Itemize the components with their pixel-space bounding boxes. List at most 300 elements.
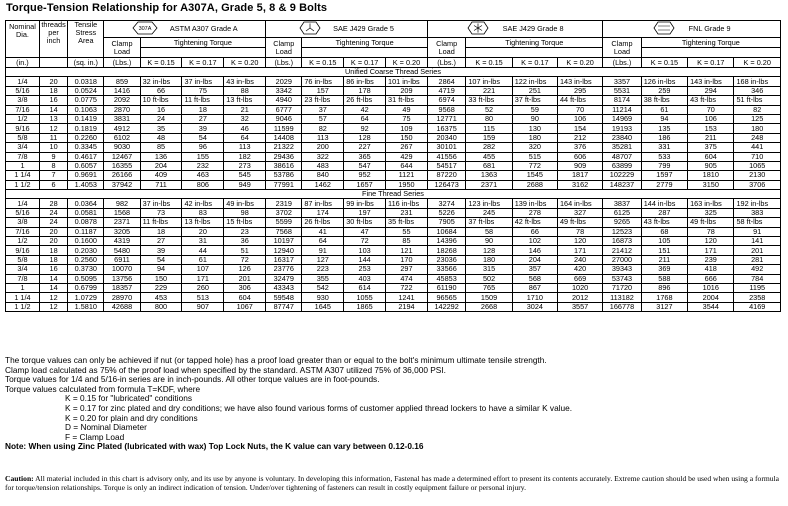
table-cell: 37 in-lbs — [182, 77, 224, 86]
table-cell: 0.1819 — [68, 124, 104, 133]
table-row — [6, 77, 781, 86]
table-cell: 37 in-lbs — [140, 199, 182, 208]
table-cell: 82 — [734, 105, 781, 114]
table-cell: 35281 — [603, 143, 641, 152]
table-cell: 306 — [224, 283, 266, 292]
grade-name-grade9: FNL Grade 9 — [688, 23, 731, 33]
table-cell: 3706 — [734, 180, 781, 189]
table-cell: 12 — [39, 293, 67, 302]
note-indented-line: K = 0.20 for plain and dry conditions — [65, 412, 198, 423]
table-cell: 5/8 — [6, 133, 40, 142]
table-cell: 1065 — [734, 161, 781, 170]
table-cell: 5599 — [266, 218, 302, 227]
table-cell: 1.5810 — [68, 302, 104, 311]
table-cell: 85 — [386, 237, 428, 246]
table-cell: 1768 — [641, 293, 687, 302]
table-cell: 116 in-lbs — [386, 199, 428, 208]
table-cell: 75 — [182, 86, 224, 95]
table-cell: 1545 — [512, 171, 557, 180]
table-cell: 2358 — [734, 293, 781, 302]
table-cell: 204 — [140, 161, 182, 170]
table-cell: 8 — [39, 161, 67, 170]
table-cell: 492 — [734, 265, 781, 274]
table-cell: 2779 — [641, 180, 687, 189]
table-cell: 43343 — [266, 283, 302, 292]
k-015: K = 0.15 — [302, 58, 344, 68]
table-cell: 144 in-lbs — [641, 199, 687, 208]
table-cell: 39 — [182, 124, 224, 133]
table-cell: 105 — [641, 237, 687, 246]
table-cell: 130 — [512, 124, 557, 133]
table-cell: 103 — [344, 246, 386, 255]
table-cell: 57 — [302, 114, 344, 123]
table-row — [6, 265, 781, 274]
table-cell: 896 — [641, 283, 687, 292]
table-cell: 135 — [641, 124, 687, 133]
table-cell: 3274 — [427, 199, 465, 208]
table-cell: 127 — [302, 255, 344, 264]
table-cell: 168 in-lbs — [734, 77, 781, 86]
table-cell: 159 — [466, 133, 512, 142]
table-cell: 273 — [224, 161, 266, 170]
table-cell: 3205 — [104, 227, 140, 236]
table-cell: 201 — [734, 246, 781, 255]
clamp-load-header: Clamp Load — [427, 38, 465, 58]
table-cell: 867 — [512, 283, 557, 292]
table-cell: 43 ft-lbs — [688, 96, 734, 105]
table-cell: 547 — [344, 161, 386, 170]
table-cell: 18268 — [427, 246, 465, 255]
table-cell: 4912 — [104, 124, 140, 133]
table-cell: 10197 — [266, 237, 302, 246]
table-cell: 37 ft-lbs — [466, 218, 512, 227]
table-cell: 2870 — [104, 105, 140, 114]
table-cell: 63899 — [603, 161, 641, 170]
table-cell: 44 ft-lbs — [557, 96, 602, 105]
table-cell: 0.0775 — [68, 96, 104, 105]
table-cell: 6102 — [104, 133, 140, 142]
table-cell: 78 — [557, 227, 602, 236]
table-cell: 2688 — [512, 180, 557, 189]
table-cell: 23 — [224, 227, 266, 236]
table-cell: 12 — [39, 124, 67, 133]
table-cell: 1810 — [688, 171, 734, 180]
table-cell: 83 — [182, 208, 224, 217]
table-cell: 223 — [302, 265, 344, 274]
note-line: The torque values can only be achieved if nut (or tapped hole) has a proof load greater than or equal to the bolt's minimum ultimate tensile strength. — [5, 355, 547, 365]
table-cell: 64 — [344, 114, 386, 123]
table-cell: 87747 — [266, 302, 302, 311]
table-row — [6, 227, 781, 236]
table-cell: 221 — [466, 86, 512, 95]
table-cell: 376 — [557, 143, 602, 152]
table-cell: 139 in-lbs — [512, 199, 557, 208]
table-cell: 0.2030 — [68, 246, 104, 255]
table-cell: 1568 — [104, 208, 140, 217]
table-cell: 23036 — [427, 255, 465, 264]
grade8-head-icon — [467, 21, 489, 37]
table-cell: 115 — [466, 124, 512, 133]
k-017: K = 0.17 — [182, 58, 224, 68]
table-cell: 27 — [140, 237, 182, 246]
table-cell: 123 in-lbs — [466, 199, 512, 208]
table-cell: 15 ft-lbs — [224, 218, 266, 227]
table-cell: 12523 — [603, 227, 641, 236]
table-cell: 72 — [344, 237, 386, 246]
table-cell: 0.1419 — [68, 114, 104, 123]
table-cell: 102229 — [603, 171, 641, 180]
table-cell: 18 — [39, 255, 67, 264]
table-cell: 51 — [224, 246, 266, 255]
table-cell: 7/8 — [6, 152, 40, 161]
table-cell: 5/16 — [6, 208, 40, 217]
table-cell: 710 — [734, 152, 781, 161]
table-cell: 3/8 — [6, 96, 40, 105]
table-cell: 278 — [512, 208, 557, 217]
table-cell: 533 — [641, 152, 687, 161]
torque-tension-table — [5, 20, 781, 312]
table-cell: 77991 — [266, 180, 302, 189]
table-cell: 294 — [688, 86, 734, 95]
table-cell: 87220 — [427, 171, 465, 180]
table-cell: 29436 — [266, 152, 302, 161]
note-line: Torque values for 1/4 and 5/16-in series are in inch-pounds. All other torque values are in foot-pounds. — [5, 374, 380, 385]
table-cell: 155 — [182, 152, 224, 161]
table-cell: 21412 — [603, 246, 641, 255]
table-cell: 54 — [140, 255, 182, 264]
table-cell: 19193 — [603, 124, 641, 133]
table-cell: 78 — [688, 227, 734, 236]
table-cell: 1817 — [557, 171, 602, 180]
table-row — [6, 133, 781, 142]
table-cell: 0.9691 — [68, 171, 104, 180]
table-cell: 483 — [302, 161, 344, 170]
table-row — [6, 255, 781, 264]
table-cell: 171 — [557, 246, 602, 255]
table-cell: 0.0524 — [68, 86, 104, 95]
table-cell: 239 — [688, 255, 734, 264]
k-020: K = 0.20 — [557, 58, 602, 68]
table-cell: 463 — [182, 171, 224, 180]
table-cell: 14 — [39, 274, 67, 283]
table-cell: 182 — [224, 152, 266, 161]
table-cell: 772 — [512, 161, 557, 170]
unit-sq-in: (sq. in.) — [68, 58, 104, 68]
table-cell: 80 — [466, 114, 512, 123]
table-cell: 102 — [512, 237, 557, 246]
section-title: Unified Coarse Thread Series — [6, 68, 781, 77]
note-indented-line: D = Nominal Diameter — [65, 422, 147, 433]
table-cell: 113182 — [603, 293, 641, 302]
table-cell: 200 — [302, 143, 344, 152]
table-cell: 2130 — [734, 171, 781, 180]
table-row — [6, 105, 781, 114]
table-cell: 229 — [140, 283, 182, 292]
k-015: K = 0.15 — [140, 58, 182, 68]
table-cell: 3/4 — [6, 265, 40, 274]
note-line: Clamp load calculated as 75% of the proof load when specified by the standard. ASTM A307 utilized 75% of 36,000 PSI. — [5, 364, 446, 375]
table-cell: 163 in-lbs — [688, 199, 734, 208]
table-cell: 604 — [688, 152, 734, 161]
table-cell: 39 — [140, 246, 182, 255]
caution-text: All material included in this chart is advisory only, and its use by anyone is voluntary. In developing this information, Fastenal has made a determined effort to present its contents accurately. Extreme caution should be used when using a formula for torque/tension relationships. Torque is only an indirect indication of tension. Under/over tightening of fasteners can result in costly equipment failure or personal injury. — [5, 474, 780, 492]
table-cell: 568 — [512, 274, 557, 283]
table-cell: 16 — [39, 265, 67, 274]
table-cell: 106 — [688, 114, 734, 123]
table-row — [6, 143, 781, 152]
tightening-torque-header: Tightening Torque — [302, 38, 428, 48]
table-cell: 32 — [224, 114, 266, 123]
grade-name-grade5: SAE J429 Grade 5 — [333, 23, 394, 33]
table-cell: 11 — [39, 133, 67, 142]
table-cell: 136 — [140, 152, 182, 161]
table-cell: 2371 — [104, 218, 140, 227]
table-cell: 1195 — [734, 283, 781, 292]
table-cell: 281 — [734, 255, 781, 264]
table-cell: 2668 — [466, 302, 512, 311]
table-cell: 55 — [386, 227, 428, 236]
table-cell: 143 in-lbs — [688, 77, 734, 86]
unit-in: (in.) — [6, 58, 40, 68]
table-row — [6, 96, 781, 105]
caution-section — [5, 474, 783, 492]
table-cell: 1241 — [386, 293, 428, 302]
table-cell: 61190 — [427, 283, 465, 292]
table-cell: 1121 — [386, 171, 428, 180]
table-cell: 260 — [182, 283, 224, 292]
table-cell: 3/4 — [6, 143, 40, 152]
table-cell: 150 — [386, 133, 428, 142]
table-cell: 1 — [6, 283, 40, 292]
table-cell: 12467 — [104, 152, 140, 161]
table-cell: 9568 — [427, 105, 465, 114]
table-cell: 259 — [641, 86, 687, 95]
table-cell: 10070 — [104, 265, 140, 274]
table-cell: 75 — [386, 114, 428, 123]
table-cell: 441 — [734, 143, 781, 152]
table-cell: 8174 — [603, 96, 641, 105]
table-cell: 403 — [344, 274, 386, 283]
table-cell: 88 — [224, 86, 266, 95]
table-cell: 49 in-lbs — [224, 199, 266, 208]
table-cell: 722 — [386, 283, 428, 292]
table-cell: 151 — [641, 246, 687, 255]
table-cell: 0.0581 — [68, 208, 104, 217]
table-cell: 515 — [512, 152, 557, 161]
table-cell: 128 — [344, 133, 386, 142]
table-cell: 14969 — [603, 114, 641, 123]
table-cell: 1657 — [344, 180, 386, 189]
table-cell: 806 — [182, 180, 224, 189]
table-row — [6, 124, 781, 133]
table-cell: 43 in-lbs — [224, 77, 266, 86]
table-cell: 3357 — [603, 77, 641, 86]
table-cell: 6125 — [603, 208, 641, 217]
table-cell: 6911 — [104, 255, 140, 264]
blank-cell — [140, 48, 182, 58]
table-cell: 14408 — [266, 133, 302, 142]
table-cell: 949 — [224, 180, 266, 189]
table-cell: 251 — [512, 86, 557, 95]
k-017: K = 0.17 — [688, 58, 734, 68]
table-cell: 295 — [557, 86, 602, 95]
table-cell: 2371 — [466, 180, 512, 189]
table-cell: 355 — [302, 274, 344, 283]
grade-header-grade9 — [603, 21, 781, 38]
table-cell: 107 in-lbs — [466, 77, 512, 86]
clamp-load-header: Clamp Load — [603, 38, 641, 58]
table-cell: 53786 — [266, 171, 302, 180]
table-cell: 146 — [512, 246, 557, 255]
table-cell: 68 — [641, 227, 687, 236]
table-row — [6, 302, 781, 311]
table-cell: 7568 — [266, 227, 302, 236]
table-cell: 2319 — [266, 199, 302, 208]
table-cell: 180 — [734, 124, 781, 133]
table-cell: 41556 — [427, 152, 465, 161]
table-cell: 10 — [39, 143, 67, 152]
table-cell: 143 in-lbs — [557, 77, 602, 86]
table-cell: 10 ft-lbs — [140, 96, 182, 105]
table-cell: 248 — [734, 133, 781, 142]
table-cell: 101 in-lbs — [386, 77, 428, 86]
table-cell: 18 — [39, 86, 67, 95]
table-cell: 14 — [39, 105, 67, 114]
table-cell: 9265 — [603, 218, 641, 227]
table-cell: 0.0878 — [68, 218, 104, 227]
table-cell: 16375 — [427, 124, 465, 133]
table-cell: 211 — [641, 255, 687, 264]
table-cell: 70 — [557, 105, 602, 114]
table-cell: 7/8 — [6, 274, 40, 283]
table-cell: 59 — [512, 105, 557, 114]
table-cell: 16317 — [266, 255, 302, 264]
unit-lbs: (Lbs.) — [603, 58, 641, 68]
table-cell: 9/16 — [6, 246, 40, 255]
tightening-torque-header: Tightening Torque — [641, 38, 780, 48]
table-cell: 4719 — [427, 86, 465, 95]
table-cell: 66 — [512, 227, 557, 236]
grade-header-grade8 — [427, 21, 602, 38]
table-cell: 126 in-lbs — [641, 77, 687, 86]
table-cell: 1/2 — [6, 237, 40, 246]
table-cell: 7/16 — [6, 105, 40, 114]
table-cell: 1509 — [466, 293, 512, 302]
table-cell: 474 — [386, 274, 428, 283]
table-cell: 86 in-lbs — [344, 77, 386, 86]
table-cell: 180 — [512, 133, 557, 142]
table-cell: 113 — [224, 143, 266, 152]
k-015: K = 0.15 — [466, 58, 512, 68]
table-row — [6, 180, 781, 189]
table-cell: 3127 — [641, 302, 687, 311]
table-cell: 3837 — [603, 199, 641, 208]
table-cell: 502 — [466, 274, 512, 283]
table-cell: 11 ft-lbs — [182, 96, 224, 105]
table-cell: 297 — [386, 265, 428, 274]
clamp-load-header: Clamp Load — [266, 38, 302, 58]
table-cell: 211 — [688, 133, 734, 142]
table-cell: 48707 — [603, 152, 641, 161]
table-cell: 6 — [39, 180, 67, 189]
table-cell: 58 — [466, 227, 512, 236]
clamp-load-header: Clamp Load — [104, 38, 140, 58]
table-cell: 1363 — [466, 171, 512, 180]
section-header-row — [6, 190, 781, 199]
table-cell: 16 — [39, 96, 67, 105]
table-cell: 201 — [224, 274, 266, 283]
table-cell: 16355 — [104, 161, 140, 170]
note-indented-line: K = 0.17 for zinc plated and dry conditions; we have also found various forms of customer applied thread lockers to have a similar K value. — [65, 402, 573, 413]
table-cell: 150 — [140, 274, 182, 283]
table-cell: 5480 — [104, 246, 140, 255]
table-cell: 47 — [344, 227, 386, 236]
table-cell: 38 ft-lbs — [641, 96, 687, 105]
table-cell: 28970 — [104, 293, 140, 302]
table-cell: 42 — [344, 105, 386, 114]
table-cell: 4169 — [734, 302, 781, 311]
table-cell: 357 — [512, 265, 557, 274]
table-cell: 38616 — [266, 161, 302, 170]
table-cell: 73 — [140, 208, 182, 217]
table-cell: 13 ft-lbs — [224, 96, 266, 105]
blank-cell — [302, 48, 344, 58]
table-cell: 784 — [734, 274, 781, 283]
table-cell: 3024 — [512, 302, 557, 311]
table-cell: 61 — [641, 105, 687, 114]
unit-lbs: (Lbs.) — [104, 58, 140, 68]
table-cell: 320 — [512, 143, 557, 152]
table-cell: 45853 — [427, 274, 465, 283]
table-cell: 36 — [224, 237, 266, 246]
table-cell: 4319 — [104, 237, 140, 246]
blank-cell — [466, 48, 512, 58]
table-cell: 154 — [557, 124, 602, 133]
col-nominal-dia: Nominal Dia. — [6, 21, 40, 58]
table-cell: 7905 — [427, 218, 465, 227]
table-cell: 325 — [688, 208, 734, 217]
table-row — [6, 246, 781, 255]
table-cell: 327 — [557, 208, 602, 217]
table-cell: 37 ft-lbs — [512, 96, 557, 105]
table-cell: 122 in-lbs — [512, 77, 557, 86]
table-cell: 18 — [140, 227, 182, 236]
table-cell: 120 — [557, 237, 602, 246]
table-cell: 49 ft-lbs — [688, 218, 734, 227]
note-indented-line: F = Clamp Load — [65, 431, 125, 442]
table-cell: 1020 — [557, 283, 602, 292]
table-cell: 42 ft-lbs — [512, 218, 557, 227]
table-cell: 20 — [39, 237, 67, 246]
table-cell: 3557 — [557, 302, 602, 311]
table-cell: 33 ft-lbs — [466, 96, 512, 105]
table-cell: 9046 — [266, 114, 302, 123]
table-cell: 253 — [344, 265, 386, 274]
blank-cell — [512, 48, 557, 58]
table-cell: 545 — [224, 171, 266, 180]
table-cell: 952 — [344, 171, 386, 180]
table-cell: 58 ft-lbs — [734, 218, 781, 227]
table-cell: 51 ft-lbs — [734, 96, 781, 105]
table-cell: 180 — [466, 255, 512, 264]
notes-section — [5, 356, 785, 452]
table-cell: 53743 — [603, 274, 641, 283]
table-cell: 87 in-lbs — [302, 199, 344, 208]
section-title: Fine Thread Series — [6, 190, 781, 199]
table-cell: 0.1600 — [68, 237, 104, 246]
table-cell: 1710 — [512, 293, 557, 302]
table-cell: 49 ft-lbs — [557, 218, 602, 227]
